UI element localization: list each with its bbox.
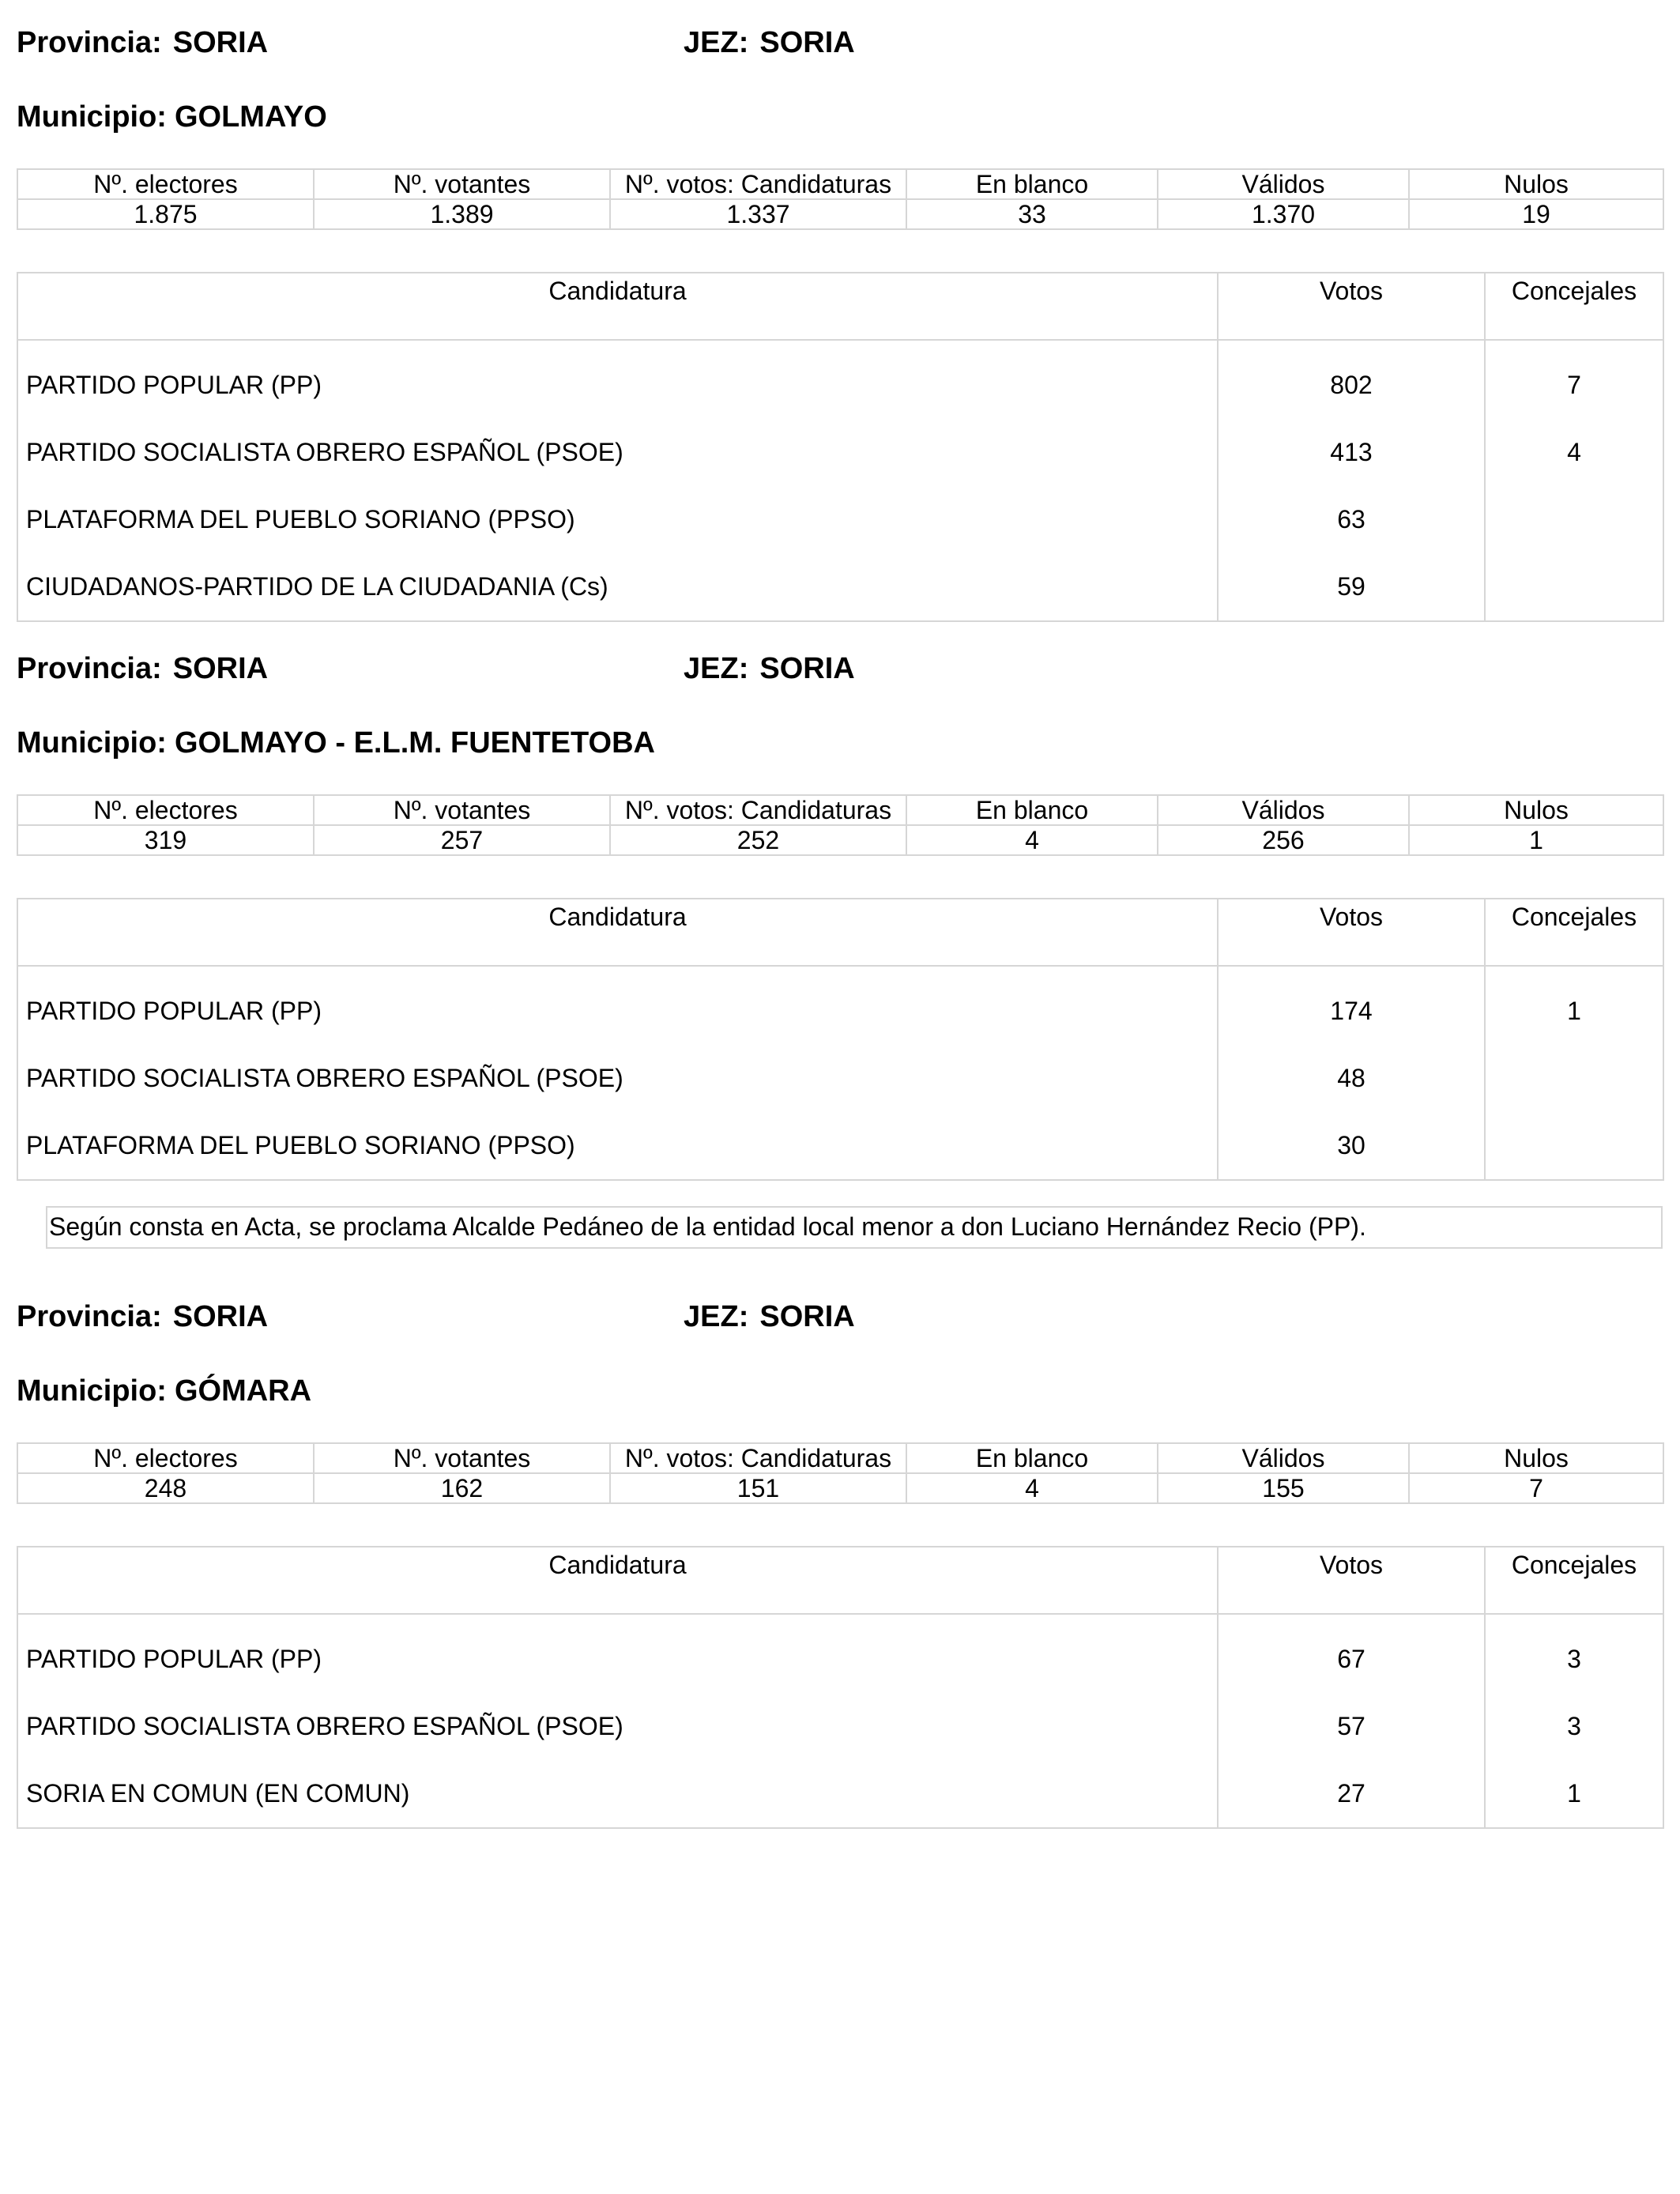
stats-value-validos: 256 [1158, 825, 1409, 855]
stats-value-votantes: 162 [314, 1473, 610, 1503]
jez-value: SORIA [759, 652, 855, 685]
header-concejales: Concejales [1485, 1547, 1663, 1614]
jez-heading [684, 26, 855, 66]
candidatura-name: PARTIDO POPULAR (PP) [17, 1614, 1218, 1693]
candidatura-concejales: 1 [1485, 966, 1663, 1045]
table-row [17, 419, 1663, 486]
stats-header-electores: Nº. electores [17, 1443, 314, 1473]
stats-header-en-blanco: En blanco [906, 1443, 1158, 1473]
jez-label: JEZ: [684, 26, 749, 59]
candidatura-concejales [1485, 1112, 1663, 1180]
candidaturas-header-row [17, 1547, 1663, 1614]
stats-value-row [17, 825, 1663, 855]
jez-heading [684, 652, 855, 692]
header-candidatura: Candidatura [17, 899, 1218, 966]
candidatura-concejales: 1 [1485, 1760, 1663, 1828]
municipio-value: GÓMARA [174, 1374, 312, 1408]
candidatura-concejales: 7 [1485, 340, 1663, 419]
header-votos: Votos [1218, 273, 1485, 340]
candidatura-concejales [1485, 1045, 1663, 1112]
provincia-heading [17, 652, 268, 692]
stats-value-en-blanco: 4 [906, 1473, 1158, 1503]
stats-value-votantes: 257 [314, 825, 610, 855]
stats-table [17, 1442, 1664, 1504]
candidatura-concejales [1485, 486, 1663, 553]
stats-value-votos-candidaturas: 1.337 [610, 199, 906, 229]
candidatura-name: PARTIDO SOCIALISTA OBRERO ESPAÑOL (PSOE) [17, 1693, 1218, 1760]
candidatura-name: PARTIDO SOCIALISTA OBRERO ESPAÑOL (PSOE) [17, 419, 1218, 486]
stats-header-votantes: Nº. votantes [314, 169, 610, 199]
stats-value-en-blanco: 33 [906, 199, 1158, 229]
candidatura-votos: 802 [1218, 340, 1485, 419]
candidatura-name: PARTIDO POPULAR (PP) [17, 340, 1218, 419]
candidatura-name: SORIA EN COMUN (EN COMUN) [17, 1760, 1218, 1828]
provincia-value: SORIA [172, 652, 269, 685]
jez-heading [684, 1300, 855, 1340]
stats-header-electores: Nº. electores [17, 795, 314, 825]
candidaturas-header-row [17, 273, 1663, 340]
stats-table [17, 168, 1664, 230]
candidatura-votos: 27 [1218, 1760, 1485, 1828]
candidatura-name: PARTIDO POPULAR (PP) [17, 966, 1218, 1045]
jez-label: JEZ: [684, 652, 749, 685]
header-votos: Votos [1218, 1547, 1485, 1614]
candidatura-concejales: 4 [1485, 419, 1663, 486]
municipio-label: Municipio: [17, 726, 167, 760]
stats-header-votos-candidaturas: Nº. votos: Candidaturas [610, 795, 906, 825]
provincia-label: Provincia: [17, 652, 162, 685]
candidatura-name: PLATAFORMA DEL PUEBLO SORIANO (PPSO) [17, 1112, 1218, 1180]
header-votos: Votos [1218, 899, 1485, 966]
jez-value: SORIA [759, 26, 855, 59]
candidatura-votos: 67 [1218, 1614, 1485, 1693]
stats-value-en-blanco: 4 [906, 825, 1158, 855]
stats-header-row [17, 795, 1663, 825]
table-row [17, 1760, 1663, 1828]
stats-header-nulos: Nulos [1409, 795, 1663, 825]
candidatura-name: PLATAFORMA DEL PUEBLO SORIANO (PPSO) [17, 486, 1218, 553]
stats-value-electores: 248 [17, 1473, 314, 1503]
table-row [17, 1112, 1663, 1180]
candidatura-votos: 30 [1218, 1112, 1485, 1180]
stats-header-row [17, 169, 1663, 199]
candidatura-votos: 59 [1218, 553, 1485, 621]
stats-value-row [17, 1473, 1663, 1503]
candidatura-concejales [1485, 553, 1663, 621]
header-concejales: Concejales [1485, 273, 1663, 340]
municipio-heading [17, 100, 327, 134]
stats-header-nulos: Nulos [1409, 1443, 1663, 1473]
municipio-label: Municipio: [17, 100, 167, 134]
jez-value: SORIA [759, 1300, 855, 1333]
provincia-value: SORIA [172, 26, 269, 59]
candidatura-votos: 174 [1218, 966, 1485, 1045]
candidatura-votos: 63 [1218, 486, 1485, 553]
table-row [17, 553, 1663, 621]
municipio-value: GOLMAYO - E.L.M. FUENTETOBA [174, 726, 655, 760]
stats-value-votos-candidaturas: 151 [610, 1473, 906, 1503]
provincia-label: Provincia: [17, 26, 162, 59]
candidatura-concejales: 3 [1485, 1614, 1663, 1693]
candidatura-name: CIUDADANOS-PARTIDO DE LA CIUDADANIA (Cs) [17, 553, 1218, 621]
candidatura-votos: 57 [1218, 1693, 1485, 1760]
provincia-value: SORIA [172, 1300, 269, 1333]
candidaturas-table [17, 272, 1664, 622]
provincia-label: Provincia: [17, 1300, 162, 1333]
stats-value-votos-candidaturas: 252 [610, 825, 906, 855]
candidaturas-table [17, 898, 1664, 1181]
stats-header-validos: Válidos [1158, 795, 1409, 825]
jez-label: JEZ: [684, 1300, 749, 1333]
table-row [17, 966, 1663, 1045]
header-candidatura: Candidatura [17, 1547, 1218, 1614]
stats-value-row [17, 199, 1663, 229]
header-concejales: Concejales [1485, 899, 1663, 966]
table-row [17, 340, 1663, 419]
candidaturas-table [17, 1546, 1664, 1829]
stats-header-votantes: Nº. votantes [314, 795, 610, 825]
stats-header-votantes: Nº. votantes [314, 1443, 610, 1473]
stats-header-electores: Nº. electores [17, 169, 314, 199]
stats-value-nulos: 19 [1409, 199, 1663, 229]
candidatura-concejales: 3 [1485, 1693, 1663, 1760]
table-row [17, 1614, 1663, 1693]
header-candidatura: Candidatura [17, 273, 1218, 340]
candidatura-name: PARTIDO SOCIALISTA OBRERO ESPAÑOL (PSOE) [17, 1045, 1218, 1112]
stats-value-votantes: 1.389 [314, 199, 610, 229]
stats-table [17, 794, 1664, 856]
provincia-heading [17, 26, 268, 66]
table-row [17, 1045, 1663, 1112]
stats-value-nulos: 7 [1409, 1473, 1663, 1503]
stats-header-validos: Válidos [1158, 169, 1409, 199]
candidatura-votos: 413 [1218, 419, 1485, 486]
table-row [17, 1693, 1663, 1760]
municipio-heading [17, 1374, 311, 1408]
table-row [17, 486, 1663, 553]
stats-header-votos-candidaturas: Nº. votos: Candidaturas [610, 169, 906, 199]
stats-value-electores: 1.875 [17, 199, 314, 229]
stats-value-validos: 155 [1158, 1473, 1409, 1503]
stats-header-nulos: Nulos [1409, 169, 1663, 199]
candidatura-votos: 48 [1218, 1045, 1485, 1112]
stats-header-validos: Válidos [1158, 1443, 1409, 1473]
municipio-label: Municipio: [17, 1374, 167, 1408]
provincia-heading [17, 1300, 268, 1340]
stats-header-votos-candidaturas: Nº. votos: Candidaturas [610, 1443, 906, 1473]
candidaturas-header-row [17, 899, 1663, 966]
stats-value-nulos: 1 [1409, 825, 1663, 855]
stats-header-en-blanco: En blanco [906, 169, 1158, 199]
municipio-heading [17, 726, 655, 760]
stats-header-en-blanco: En blanco [906, 795, 1158, 825]
proclamation-note: Según consta en Acta, se proclama Alcalde Pedáneo de la entidad local menor a don Luciano Hernández Recio (PP). [46, 1206, 1663, 1249]
stats-value-validos: 1.370 [1158, 199, 1409, 229]
stats-value-electores: 319 [17, 825, 314, 855]
municipio-value: GOLMAYO [174, 100, 327, 134]
stats-header-row [17, 1443, 1663, 1473]
